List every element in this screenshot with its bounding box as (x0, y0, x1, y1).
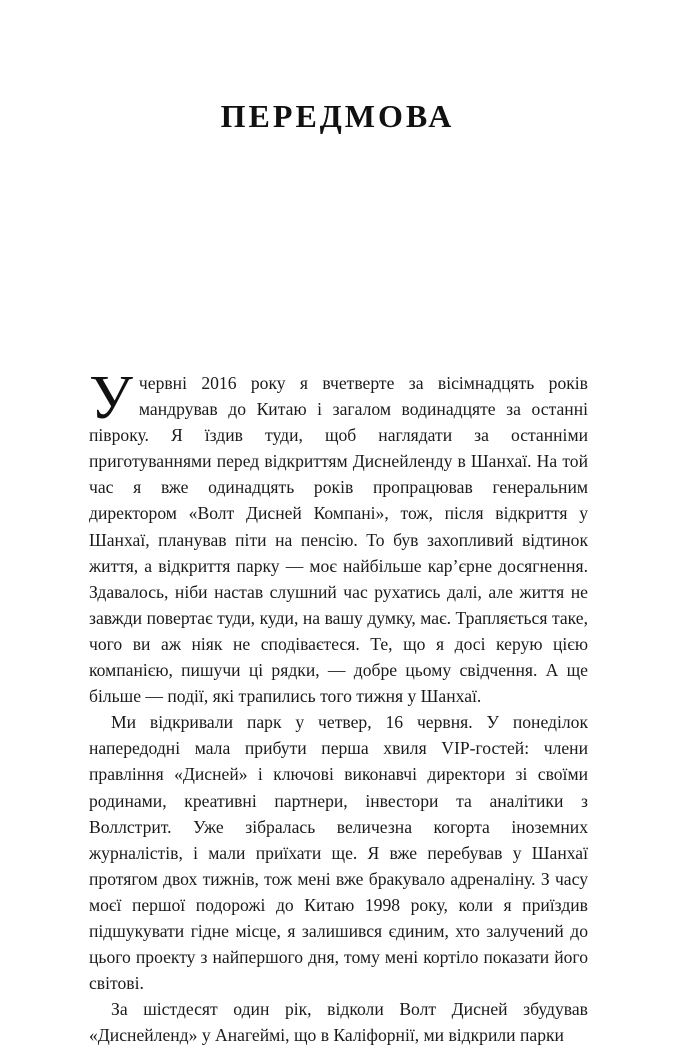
paragraph-2: Ми відкривали парк у четвер, 16 червня. У понеділок напередодні мала прибути перша хвиля VIP-гостей: члени правління «Дисней» і ключові виконавчі директори зі своїми родинами, креативні партнери, інвестори та аналітики з Воллстрит. Уже зібралась величезна когорта іноземних журналістів, і мали приїхати ще. Я вже перебував у Шанхаї протягом двох тижнів, тож мені вже бракувало адреналіну. З часу моєї першої подорожі до Китаю 1998 року, коли я приїздив підшукувати гідне місце, я залишився єдиним, хто залучений до цього проекту з найпершого дня, тому мені кортіло показати його світові. (89, 712, 588, 994)
chapter-title: ПЕРЕДМОВА (220, 98, 455, 134)
paragraph-3: За шістдесят один рік, відколи Волт Дисней збудував «Диснейленд» у Анагеймі, що в Каліфорнії, ми відкрили парки (89, 999, 588, 1046)
paragraph-1-text: червні 2016 року я вчетверте за вісімнадцять років мандрував до Китаю і загалом водинадцяте за останні півроку. Я їздив туди, щоб наглядати за останніми приготуваннями перед відкриттям Диснейленду в Шанхаї. На той час я вже одинадцять років пропрацював генеральним директором «Волт Дисней Компані», тож, після відкриття у Шанхаї, планував піти на пенсію. То був захопливий відтинок життя, а відкриття парку — моє найбільше кар’єрне досягнення. Здавалось, ніби настав слушний час рухатись далі, але життя не завжди повертає туди, куди, на вашу думку, має. Трапляється таке, чого ви аж ніяк не сподіваєтеся. Те, що я досі керую цією компанією, пишучи ці рядки, — добре цьому свідчення. А ще більше — події, які трапились того тижня у Шанхаї. (89, 373, 588, 707)
body-text (89, 364, 588, 1048)
paragraph-1 (89, 364, 588, 709)
drop-cap: У (89, 364, 133, 432)
